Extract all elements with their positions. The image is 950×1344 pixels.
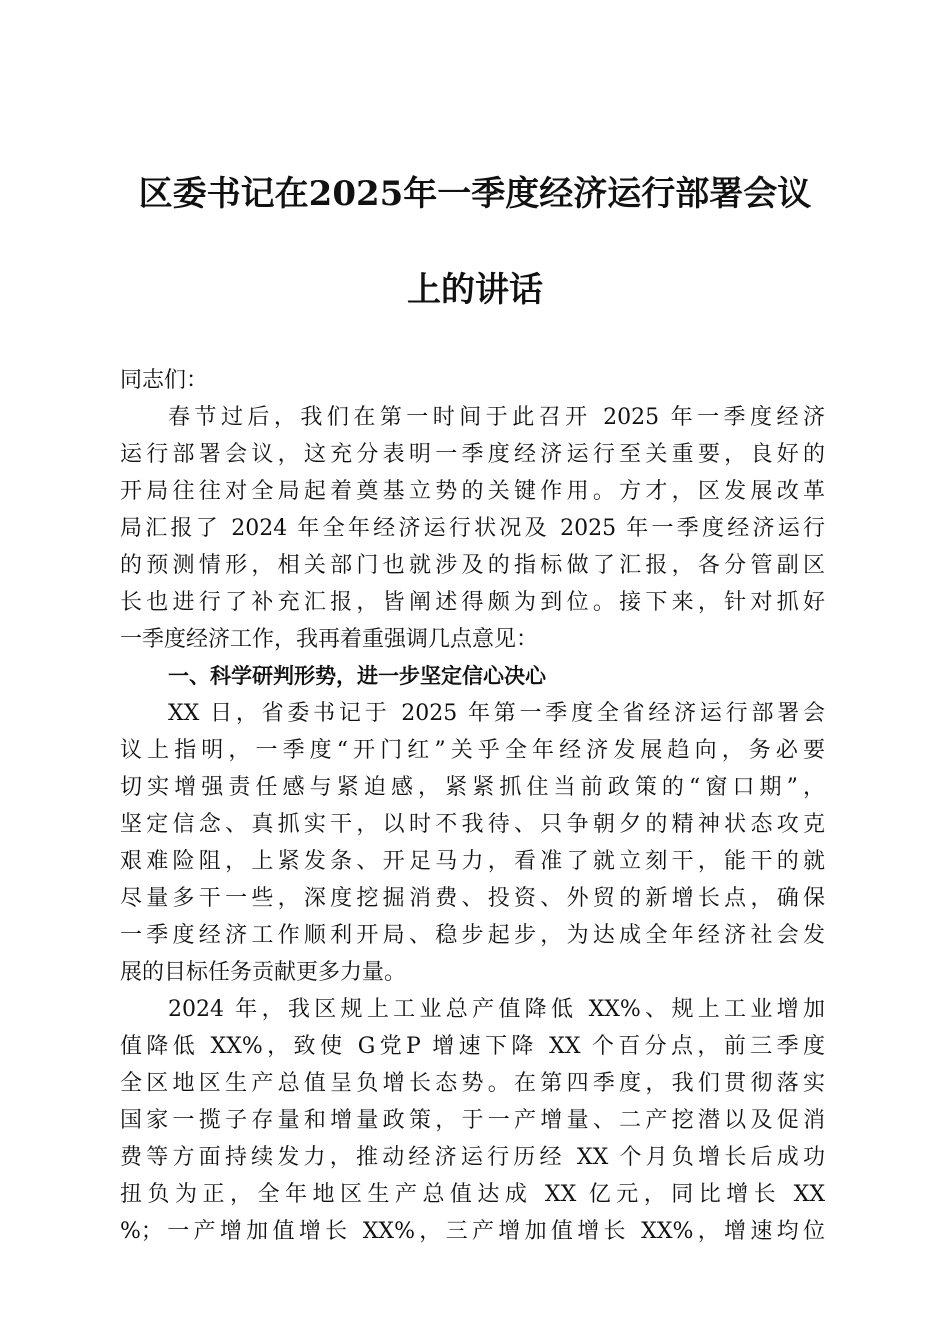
- document-title-line-1: 区委书记在2025年一季度经济运行部署会议: [138, 174, 812, 214]
- paragraph-line: 尽量多干一些，深度挖掘消费、投资、外贸的新增长点，确保: [120, 886, 825, 911]
- paragraph-2: [120, 695, 825, 991]
- paragraph-line: 艰难险阻，上紧发条、开足马力，看准了就立刻干，能干的就: [120, 849, 825, 874]
- paragraph-line: 坚定信念、真抓实干，以时不我待、只争朝夕的精神状态攻克: [120, 812, 825, 837]
- document-title-line-2: 上的讲话: [407, 270, 543, 310]
- paragraph-line: 2024 年，我区规上工业总产值降低 XX%、规上工业增加: [168, 997, 825, 1022]
- paragraph-1: [120, 399, 825, 658]
- paragraph-line: %；一产增加值增长 XX%，三产增加值增长 XX%，增速均位: [120, 1219, 825, 1244]
- paragraph-3: [120, 991, 825, 1250]
- paragraph-line: 全区地区生产总值呈负增长态势。在第四季度，我们贯彻落实: [120, 1071, 825, 1096]
- paragraph-line: 一季度经济工作，我再着重强调几点意见：: [120, 627, 539, 652]
- paragraph-line: 的预测情形，相关部门也就涉及的指标做了汇报，各分管副区: [120, 553, 825, 578]
- paragraph-line: 春节过后，我们在第一时间于此召开 2025 年一季度经济: [168, 405, 825, 430]
- paragraph-line: 费等方面持续发力，推动经济运行历经 XX 个月负增长后成功: [120, 1145, 825, 1170]
- paragraph-line: 扭负为正，全年地区生产总值达成 XX 亿元，同比增长 XX: [120, 1182, 825, 1207]
- paragraph-line: 国家一揽子存量和增量政策，于一产增量、二产挖潜以及促消: [120, 1108, 825, 1133]
- paragraph-line: 长也进行了补充汇报，皆阐述得颇为到位。接下来，针对抓好: [120, 590, 825, 615]
- salutation: 同志们：: [120, 368, 209, 393]
- paragraph-line: 一季度经济工作顺利开局、稳步起步，为达成全年经济社会发: [120, 923, 825, 948]
- paragraph-line: 值降低 XX%，致使 G党P 增速下降 XX 个百分点，前三季度: [120, 1034, 825, 1059]
- paragraph-line: 局汇报了 2024 年全年经济运行状况及 2025 年一季度经济运行: [120, 516, 825, 541]
- document-body: [120, 362, 825, 1250]
- paragraph-line: 开局往往对全局起着奠基立势的关键作用。方才，区发展改革: [120, 479, 825, 504]
- paragraph-line: 议上指明，一季度“开门红”关乎全年经济发展趋向，务必要: [120, 738, 825, 763]
- paragraph-line: 切实增强责任感与紧迫感，紧紧抓住当前政策的“窗口期”，: [120, 775, 825, 800]
- section-heading-1: 一、科学研判形势，进一步坚定信心决心: [168, 664, 546, 688]
- paragraph-line: 运行部署会议，这充分表明一季度经济运行至关重要，良好的: [120, 442, 825, 467]
- paragraph-line: 展的目标任务贡献更多力量。: [120, 960, 407, 985]
- paragraph-line: XX 日，省委书记于 2025 年第一季度全省经济运行部署会: [168, 701, 825, 726]
